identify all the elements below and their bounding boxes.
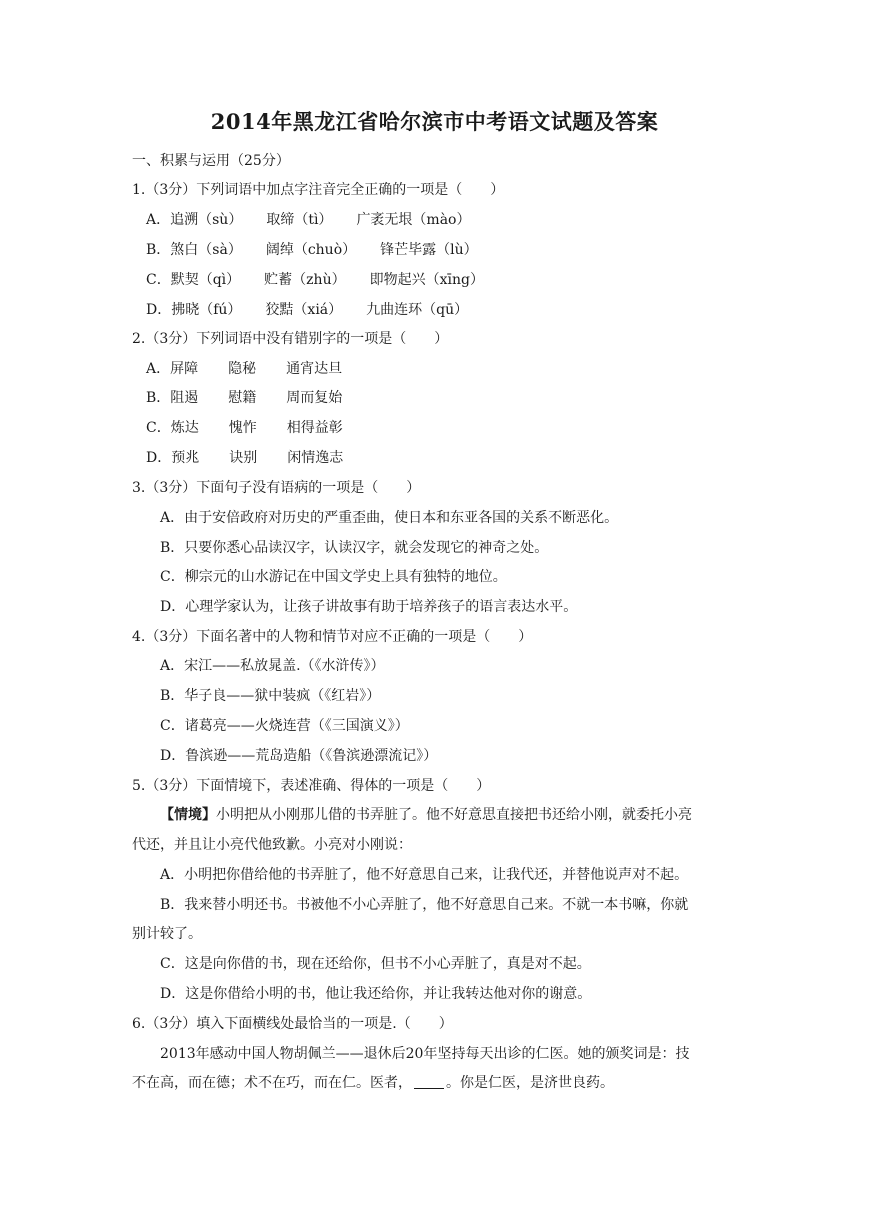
option-label: C． (146, 272, 171, 288)
option-word: 锋芒毕露（lù） (380, 242, 478, 258)
option-word: 狡黠（xiá） (265, 302, 343, 318)
q2-option-a (146, 360, 342, 378)
q3-option-c: C．柳宗元的山水游记在中国文学史上具有独特的地位。 (160, 569, 507, 585)
option-label: D． (146, 450, 172, 466)
q1-option-c (146, 271, 484, 289)
q2-option-c (146, 419, 343, 437)
q2-option-b (146, 389, 342, 407)
option-word: 炼达 (170, 420, 199, 436)
option-word: 阻遏 (170, 390, 199, 406)
q4-option-d: D．鲁滨逊——荒岛造船（《鲁滨逊漂流记》） (160, 748, 438, 764)
question-5-stem: 5.（3分）下面情境下，表述准确、得体的一项是（ ） (132, 778, 491, 794)
option-word: 隐秘 (228, 361, 257, 377)
option-word: 相得益彰 (286, 420, 343, 436)
option-label: B． (146, 390, 171, 406)
q6-passage-line1: 2013年感动中国人物胡佩兰——退休后20年坚持每天出诊的仁医。她的颁奖词是：技 (160, 1046, 690, 1062)
q2-option-d (146, 449, 343, 467)
q5-context (160, 806, 692, 824)
option-label: B． (146, 242, 171, 258)
option-word: 九曲连环（qū） (366, 302, 469, 318)
option-label: D． (146, 302, 172, 318)
option-word: 阔绰（chuò） (265, 242, 357, 258)
option-word: 煞白（sà） (170, 242, 242, 258)
option-word: 贮蓄（zhù） (264, 272, 346, 288)
question-2-stem: 2.（3分）下列词语中没有错别字的一项是（ ） (132, 331, 449, 347)
q4-option-c: C．诸葛亮——火烧连营（《三国演义》） (160, 718, 409, 734)
option-word: 预兆 (171, 450, 200, 466)
q5-option-c: C．这是向你借的书，现在还给你，但书不小心弄脏了，真是对不起。 (160, 956, 591, 972)
q3-option-b: B．只要你悉心品读汉字，认读汉字，就会发现它的神奇之处。 (160, 540, 549, 556)
page-title: 2014年黑龙江省哈尔滨市中考语文试题及答案 (210, 109, 659, 134)
q5-option-b-cont: 别计较了。 (132, 926, 202, 942)
question-4-stem: 4.（3分）下面名著中的人物和情节对应不正确的一项是（ ） (132, 629, 533, 645)
context-tag: 【情境】 (160, 807, 216, 823)
q5-option-d: D．这是你借给小明的书，他让我还给你，并让我转达他对你的谢意。 (160, 986, 592, 1002)
option-word: 闲情逸志 (287, 450, 344, 466)
answer-blank (414, 1074, 444, 1089)
q4-option-b: B．华子良——狱中装疯（《红岩》） (160, 688, 381, 704)
option-word: 即物起兴（xīng） (369, 272, 484, 288)
q5-context-line2: 代还，并且让小亮代他致歉。小亮对小刚说： (132, 837, 412, 853)
option-word: 慰籍 (228, 390, 257, 406)
option-word: 追溯（sù） (170, 212, 243, 228)
option-word: 愧怍 (228, 420, 257, 436)
passage-text: 。你是仁医，是济世良药。 (446, 1075, 614, 1091)
option-word: 默契（qì） (170, 272, 241, 288)
q1-option-d (146, 301, 468, 319)
question-1-stem: 1.（3分）下列词语中加点字注音完全正确的一项是（ ） (132, 182, 505, 198)
option-word: 拂晓（fú） (171, 302, 242, 318)
q1-option-b (146, 241, 478, 259)
option-label: A． (146, 212, 171, 228)
q1-option-a (146, 211, 471, 229)
option-word: 屏障 (170, 361, 199, 377)
option-word: 周而复始 (286, 390, 343, 406)
q6-passage-line2 (132, 1074, 614, 1092)
q5-option-b: B．我来替小明还书。书被他不小心弄脏了，他不好意思自己来。不就一本书嘛，你就 (160, 897, 689, 913)
option-label: C． (146, 420, 171, 436)
q5-option-a: A．小明把你借给他的书弄脏了，他不好意思自己来，让我代还，并替他说声对不起。 (160, 867, 689, 883)
question-3-stem: 3.（3分）下面句子没有语病的一项是（ ） (132, 480, 421, 496)
option-word: 诀别 (229, 450, 258, 466)
option-word: 通宵达旦 (286, 361, 343, 377)
option-word: 取缔（tì） (266, 212, 333, 228)
q3-option-d: D．心理学家认为，让孩子讲故事有助于培养孩子的语言表达水平。 (160, 599, 578, 615)
q4-option-a: A．宋江——私放晁盖.（《水浒传》） (160, 658, 385, 674)
passage-text: 不在高，而在德；术不在巧，而在仁。医者， (132, 1075, 412, 1091)
option-word: 广袤无垠（mào） (356, 212, 471, 228)
section-heading: 一、积累与运用（25分） (132, 153, 290, 169)
option-label: A． (146, 361, 171, 377)
q3-option-a: A．由于安倍政府对历史的严重歪曲，使日本和东亚各国的关系不断恶化。 (160, 510, 619, 526)
context-text: 小明把从小刚那儿借的书弄脏了。他不好意思直接把书还给小刚，就委托小亮 (216, 807, 692, 823)
question-6-stem: 6.（3分）填入下面横线处最恰当的一项是.（ ） (132, 1016, 453, 1032)
